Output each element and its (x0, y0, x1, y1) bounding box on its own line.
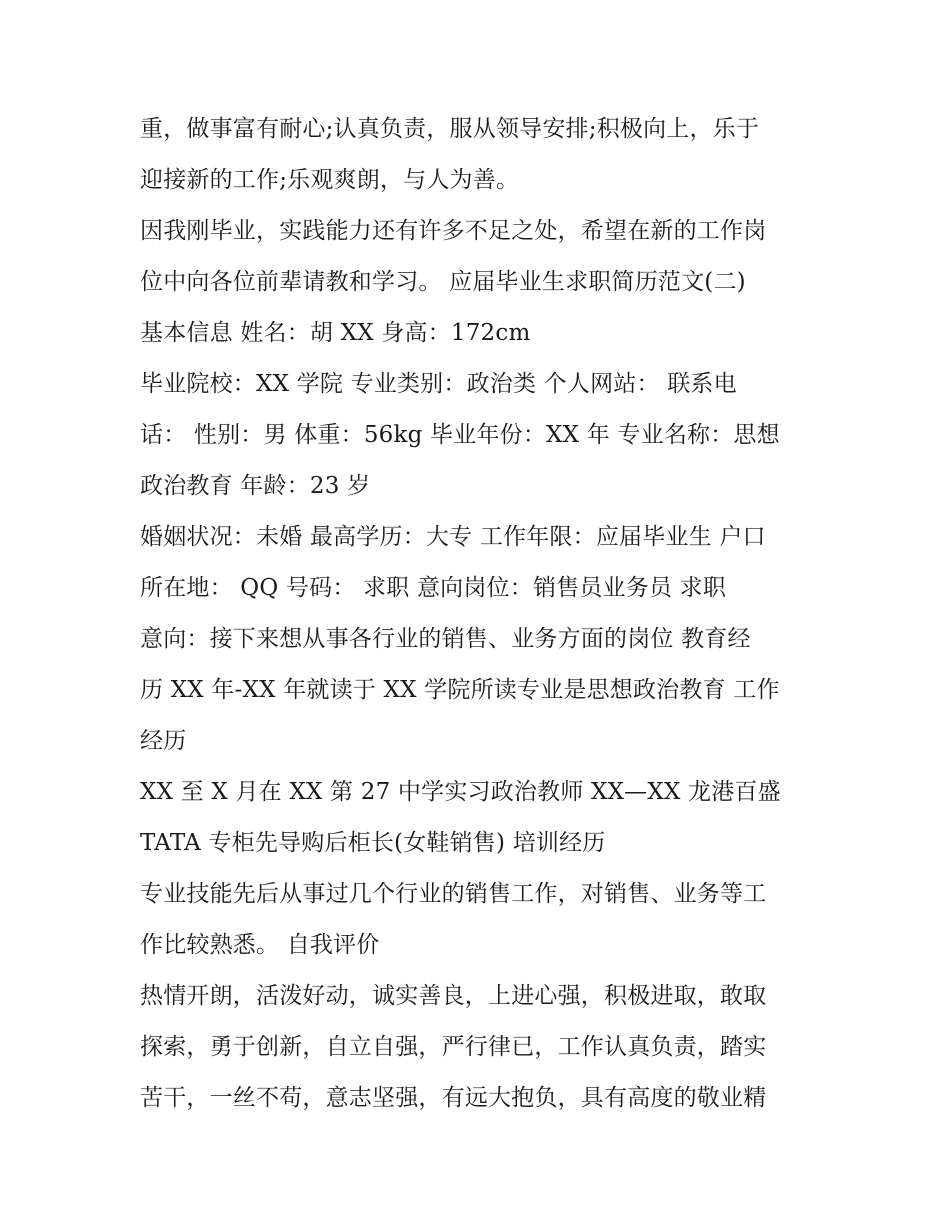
text-line: 迎接新的工作;乐观爽朗，与人为善。 (140, 167, 520, 193)
text-line: 话： 性别：男 体重：56kg 毕业年份：XX 年 专业名称：思想 (140, 422, 780, 448)
text-line: 意向：接下来想从事各行业的销售、业务方面的岗位 教育经 (140, 626, 751, 652)
text-line: 热情开朗，活泼好动，诚实善良，上进心强，积极进取，敢取 (140, 983, 767, 1009)
text-line: 所在地： QQ 号码： 求职 意向岗位：销售员业务员 求职 (140, 575, 727, 601)
text-line: 因我刚毕业，实践能力还有许多不足之处，希望在新的工作岗 (140, 218, 767, 244)
text-line: TATA 专柜先导购后柜长(女鞋销售) 培训经历 (140, 830, 606, 856)
text-line: 基本信息 姓名：胡 XX 身高：172cm (140, 320, 531, 346)
text-line: XX 至 X 月在 XX 第 27 中学实习政治教师 XX—XX 龙港百盛 (140, 779, 781, 805)
text-line: 毕业院校：XX 学院 专业类别：政治类 个人网站： 联系电 (140, 371, 737, 397)
text-line: 专业技能先后从事过几个行业的销售工作，对销售、业务等工 (140, 881, 767, 907)
text-line: 政治教育 年龄：23 岁 (140, 473, 371, 499)
text-line: 作比较熟悉。 自我评价 (140, 932, 380, 958)
text-line: 婚姻状况：未婚 最高学历：大专 工作年限：应届毕业生 户口 (140, 524, 766, 550)
document-body (140, 104, 820, 1124)
text-line: 历 XX 年-XX 年就读于 XX 学院所读专业是思想政治教育 工作 (140, 677, 780, 703)
text-line: 重，做事富有耐心;认真负责，服从领导安排;积极向上，乐于 (140, 116, 760, 142)
text-line: 探索，勇于创新，自立自强，严行律已，工作认真负责，踏实 (140, 1034, 767, 1060)
text-line: 经历 (140, 728, 187, 754)
text-line: 位中向各位前辈请教和学习。 应届毕业生求职简历范文(二) (140, 269, 746, 295)
text-line: 苦干，一丝不苟，意志坚强，有远大抱负，具有高度的敬业精 (140, 1085, 767, 1111)
